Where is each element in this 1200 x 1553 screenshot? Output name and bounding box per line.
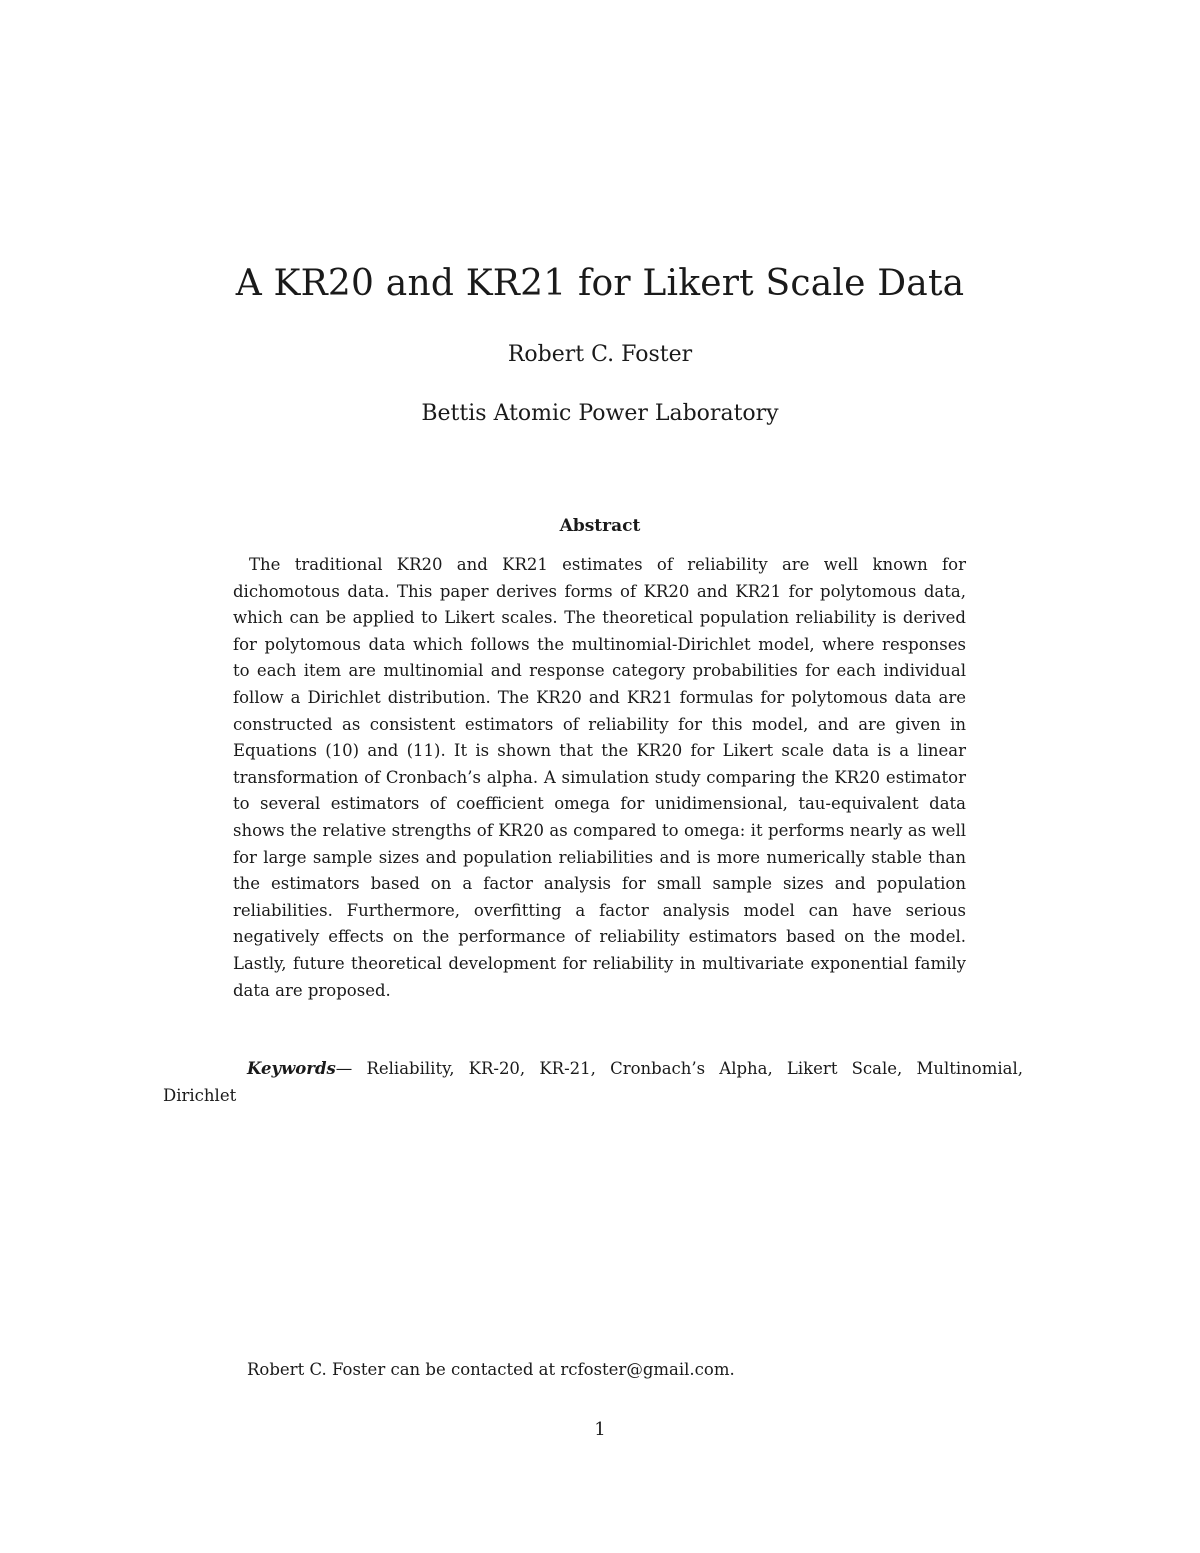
- author-name: Robert C. Foster: [507, 342, 693, 367]
- keywords-text: Reliability, KR-20, KR-21, Cronbach’s Alpha, Likert Scale, Multinomial, Dirichlet: [163, 1059, 1023, 1105]
- keywords-separator: —: [335, 1059, 367, 1078]
- keywords-label: Keywords: [247, 1059, 336, 1078]
- keywords-line: [163, 1055, 1023, 1109]
- paper-title: A KR20 and KR21 for Likert Scale Data: [235, 263, 965, 304]
- abstract-body: The traditional KR20 and KR21 estimates of reliability are well known for dichomotous data. This paper derives forms of KR20 and KR21 for polytomous data, which can be applied to Likert scales. The theoretical population reliability is derived for polytomous data which follows the multinomial-Dirichlet model, where responses to each item are multinomial and response category probabilities for each individual follow a Dirichlet distribution. The KR20 and KR21 formulas for polytomous data are constructed as consistent estimators of reliability for this model, and are given in Equations (10) and (11). It is shown that the KR20 for Likert scale data is a linear transformation of Cronbach’s alpha. A simulation study comparing the KR20 estimator to several estimators of coefficient omega for unidimensional, tau-equivalent data shows the relative strengths of KR20 as compared to omega: it performs nearly as well for large sample sizes and population reliabilities and is more numerically stable than the estimators based on a factor analysis for small sample sizes and population reliabilities. Furthermore, overfitting a factor analysis model can have serious negatively effects on the performance of reliability estimators based on the model. Lastly, future theoretical development for reliability in multivariate exponential family data are proposed.: [233, 555, 966, 1000]
- abstract-heading: Abstract: [559, 516, 641, 536]
- author-affiliation: Bettis Atomic Power Laboratory: [421, 401, 779, 426]
- contact-footnote: Robert C. Foster can be contacted at rcfoster@gmail.com.: [247, 1360, 735, 1379]
- page-number: 1: [594, 1419, 606, 1440]
